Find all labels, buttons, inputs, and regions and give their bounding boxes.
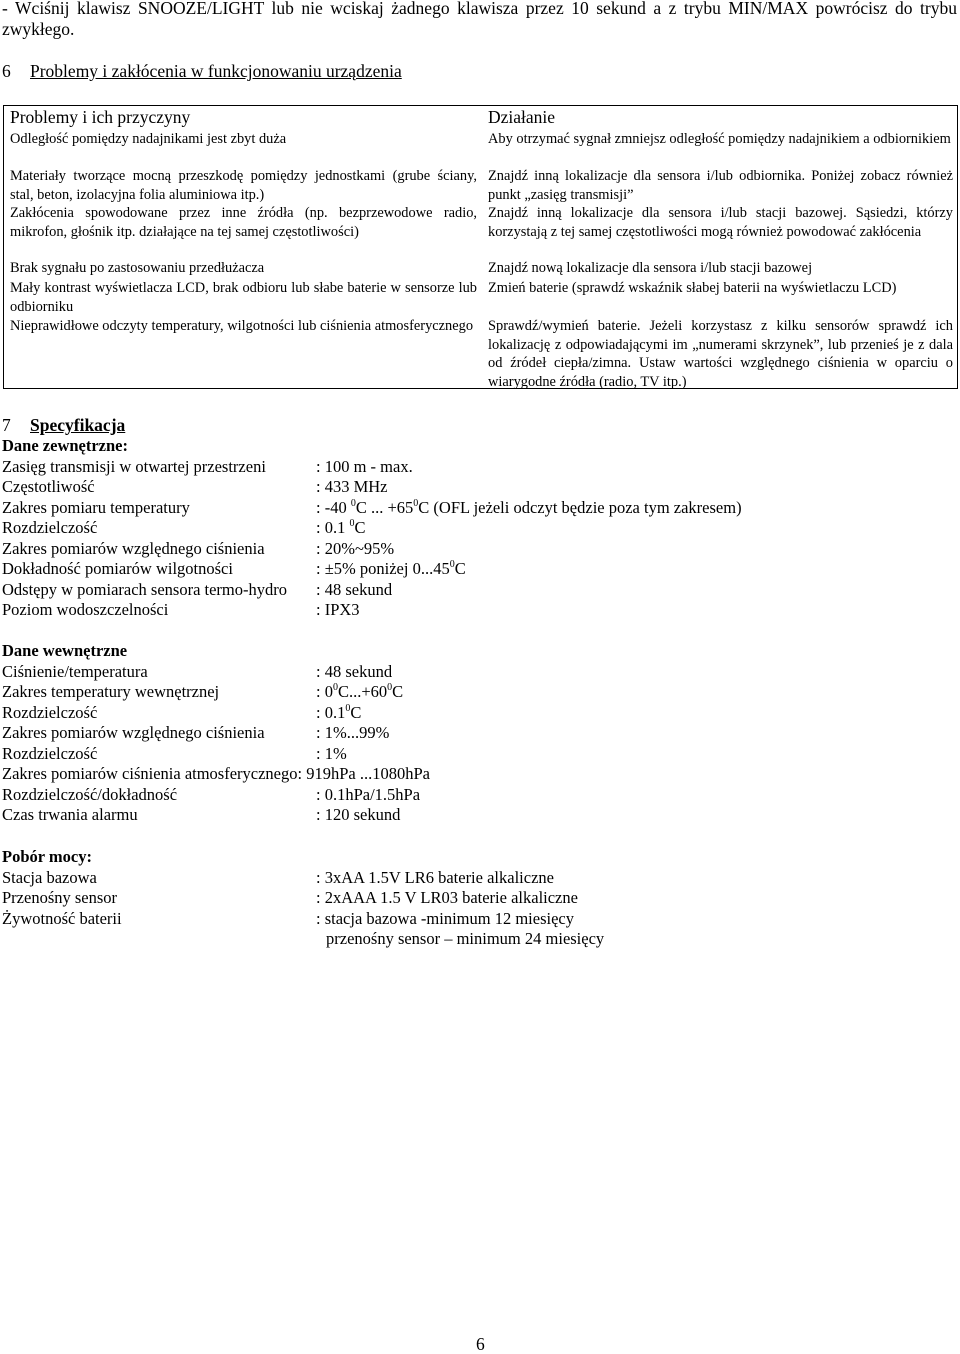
spec-label: Żywotność baterii	[2, 908, 122, 928]
spec-value: : 1%	[316, 743, 347, 763]
spec-value: : stacja bazowa -minimum 12 miesięcy	[316, 908, 574, 928]
spec-value: : IPX3	[316, 600, 360, 619]
value-part: C	[454, 559, 466, 578]
spec-label: Rozdzielczość	[2, 743, 98, 763]
value-part: C (OFL jeżeli odczyt będzie poza tym zakresem)	[418, 497, 742, 517]
internal-heading: Dane wewnętrzne	[2, 641, 128, 660]
spec-row	[2, 600, 360, 621]
spec-label: Rozdzielczość	[2, 702, 98, 722]
spec-value	[316, 703, 361, 724]
spec-label: Dokładność pomiarów wilgotności	[2, 559, 233, 578]
power-specs	[2, 847, 605, 950]
degree-sup: 0	[413, 497, 419, 509]
spec-row	[2, 456, 413, 478]
power-heading: Pobór mocy:	[2, 847, 92, 866]
external-specs	[2, 436, 742, 621]
spec-value	[316, 518, 365, 539]
degree-sup: 0	[387, 682, 393, 693]
problem-cell: Odległość pomiędzy nadajnikami jest zbyt duża	[10, 131, 287, 147]
spec-row	[2, 888, 578, 909]
value-part: : -40	[316, 497, 351, 517]
spec-label: Ciśnienie/temperatura	[2, 661, 148, 681]
action-cell: Znajdź nową lokalizacje dla sensora i/lub stacji bazowej	[488, 260, 813, 276]
spec-label: Zakres temperatury wewnętrznej	[2, 682, 220, 701]
value-part: C	[392, 682, 404, 701]
spec-row	[2, 805, 401, 826]
value-part: : ±5% poniżej 0...45	[316, 559, 450, 578]
external-heading: Dane zewnętrzne:	[2, 436, 128, 455]
spec-label: Rozdzielczość	[2, 518, 98, 537]
spec-row	[2, 538, 395, 560]
spec-label: Zakres pomiarów względnego ciśnienia	[2, 723, 265, 742]
value-part: : 0.1	[316, 702, 346, 722]
spec-label: Częstotliwość	[2, 477, 95, 496]
action-cell: Znajdź inną lokalizacje dla sensora i/lub stacji bazowej. Sąsiedzi, którzy korzystają z tej samej częstotliwości mogą również powodować zakłócenia	[488, 205, 953, 240]
value-part: C	[354, 518, 366, 537]
action-cell: Znajdź inną lokalizacje dla sensora i/lub odbiornika. Poniżej zobacz również punkt „zasięg transmisji”	[488, 168, 953, 203]
section-number: 7	[2, 415, 11, 435]
spec-row	[2, 702, 362, 724]
spec-value: : 1%...99%	[316, 723, 390, 742]
value-part: : 0.1	[316, 518, 350, 537]
actions-header: Działanie	[488, 107, 556, 127]
spec-row	[2, 908, 574, 930]
spec-row	[2, 559, 466, 580]
spec-value	[316, 559, 466, 580]
spec-row	[2, 518, 366, 539]
value-part: C ... +65	[355, 497, 414, 517]
action-cell: Aby otrzymać sygnał zmniejsz odległość pomiędzy nadajnikiem a odbiornikiem	[488, 131, 951, 147]
troubleshooting-table	[3, 105, 958, 389]
spec-row	[2, 867, 554, 889]
action-cell: Zmień baterie (sprawdź wskaźnik słabej baterii na wyświetlaczu LCD)	[488, 280, 897, 296]
spec-row	[2, 477, 388, 498]
spec-value	[316, 682, 403, 703]
spec-row	[2, 764, 430, 785]
value-part: C...+60	[337, 682, 388, 701]
degree-sup: 0	[449, 559, 455, 570]
spec-label: Poziom wodoszczelności	[2, 600, 169, 619]
spec-label: Zasięg transmisji w otwartej przestrzeni	[2, 456, 266, 476]
value-part: : 0	[316, 682, 333, 701]
spec-label: Zakres pomiarów względnego ciśnienia	[2, 538, 265, 558]
degree-sup: 0	[332, 682, 338, 693]
problem-cell: Mały kontrast wyświetlacza LCD, brak odbioru lub słabe baterie w sensorze lub odbiorniku	[10, 280, 477, 315]
spec-row	[2, 661, 393, 683]
spec-value: : 3xAA 1.5V LR6 baterie alkaliczne	[316, 867, 554, 887]
section-7-heading	[2, 415, 125, 436]
spec-value: : 2xAAA 1.5 V LR03 baterie alkaliczne	[316, 888, 578, 907]
spec-value: : 20%~95%	[316, 538, 395, 558]
spec-label: Zakres pomiaru temperatury	[2, 497, 190, 517]
degree-sup: 0	[350, 497, 356, 509]
degree-sup: 0	[345, 702, 351, 714]
spec-label: Zakres pomiarów ciśnienia atmosferycznego: 919hPa ...1080hPa	[2, 764, 430, 783]
spec-row	[2, 682, 404, 703]
spec-value: : 100 m - max.	[316, 456, 413, 476]
problem-cell: Materiały tworzące mocną przeszkodę pomiędzy jednostkami (grube ściany, stal, beton, izolacyjna folia aluminiowa itp.)	[10, 168, 477, 203]
spec-label: Przenośny sensor	[2, 888, 118, 907]
page-number: 6	[476, 1334, 485, 1354]
action-cell: Sprawdź/wymień baterie. Jeżeli korzystasz z kilku sensorów sprawdź ich lokalizację z odpowiadającymi im „numerami skrzynek”, lub przenieś je z dala od źródeł ciepła/zimna. Ustaw wartości względnego ciśnienia w oparciu o wiarygodne źródła (radio, TV itp.)	[488, 318, 953, 390]
problem-cell: Nieprawidłowe odczyty temperatury, wilgotności lub ciśnienia atmosferycznego	[10, 318, 474, 334]
spec-row	[2, 743, 347, 765]
spec-value: : 433 MHz	[316, 477, 388, 496]
spec-value: : 48 sekund	[316, 579, 393, 599]
spec-row	[2, 929, 605, 950]
spec-value	[316, 498, 742, 519]
spec-row	[2, 497, 742, 519]
spec-label: Stacja bazowa	[2, 867, 97, 887]
spec-value: : 120 sekund	[316, 805, 401, 824]
spec-label: Odstępy w pomiarach sensora termo-hydro	[2, 579, 288, 599]
intro-paragraph: - Wciśnij klawisz SNOOZE/LIGHT lub nie wciskaj żadnego klawisza przez 10 sekund a z trybu MIN/MAX powrócisz do trybu zwykłego.	[2, 0, 957, 39]
spec-label: Czas trwania alarmu	[2, 805, 138, 824]
problem-cell: Zakłócenia spowodowane przez inne źródła (np. bezprzewodowe radio, mikrofon, głośnik itp. działające na tej samej częstotliwości)	[10, 205, 477, 240]
spec-row	[2, 579, 393, 601]
section-title: Specyfikacja	[30, 415, 126, 435]
internal-specs	[2, 641, 430, 826]
spec-label: Rozdzielczość/dokładność	[2, 784, 178, 804]
problems-header: Problemy i ich przyczyny	[10, 107, 191, 127]
section-6-heading	[2, 61, 402, 82]
spec-value: : 0.1hPa/1.5hPa	[316, 784, 421, 804]
spec-value-continuation: przenośny sensor – minimum 24 miesięcy	[326, 929, 605, 948]
section-number: 6	[2, 61, 11, 81]
problem-cell: Brak sygnału po zastosowaniu przedłużacza	[10, 260, 265, 276]
value-part: C	[350, 702, 362, 722]
spec-row	[2, 784, 421, 806]
spec-value: : 48 sekund	[316, 661, 393, 681]
spec-row	[2, 723, 390, 744]
section-title: Problemy i zakłócenia w funkcjonowaniu urządzenia	[30, 61, 402, 81]
degree-sup: 0	[349, 518, 355, 529]
